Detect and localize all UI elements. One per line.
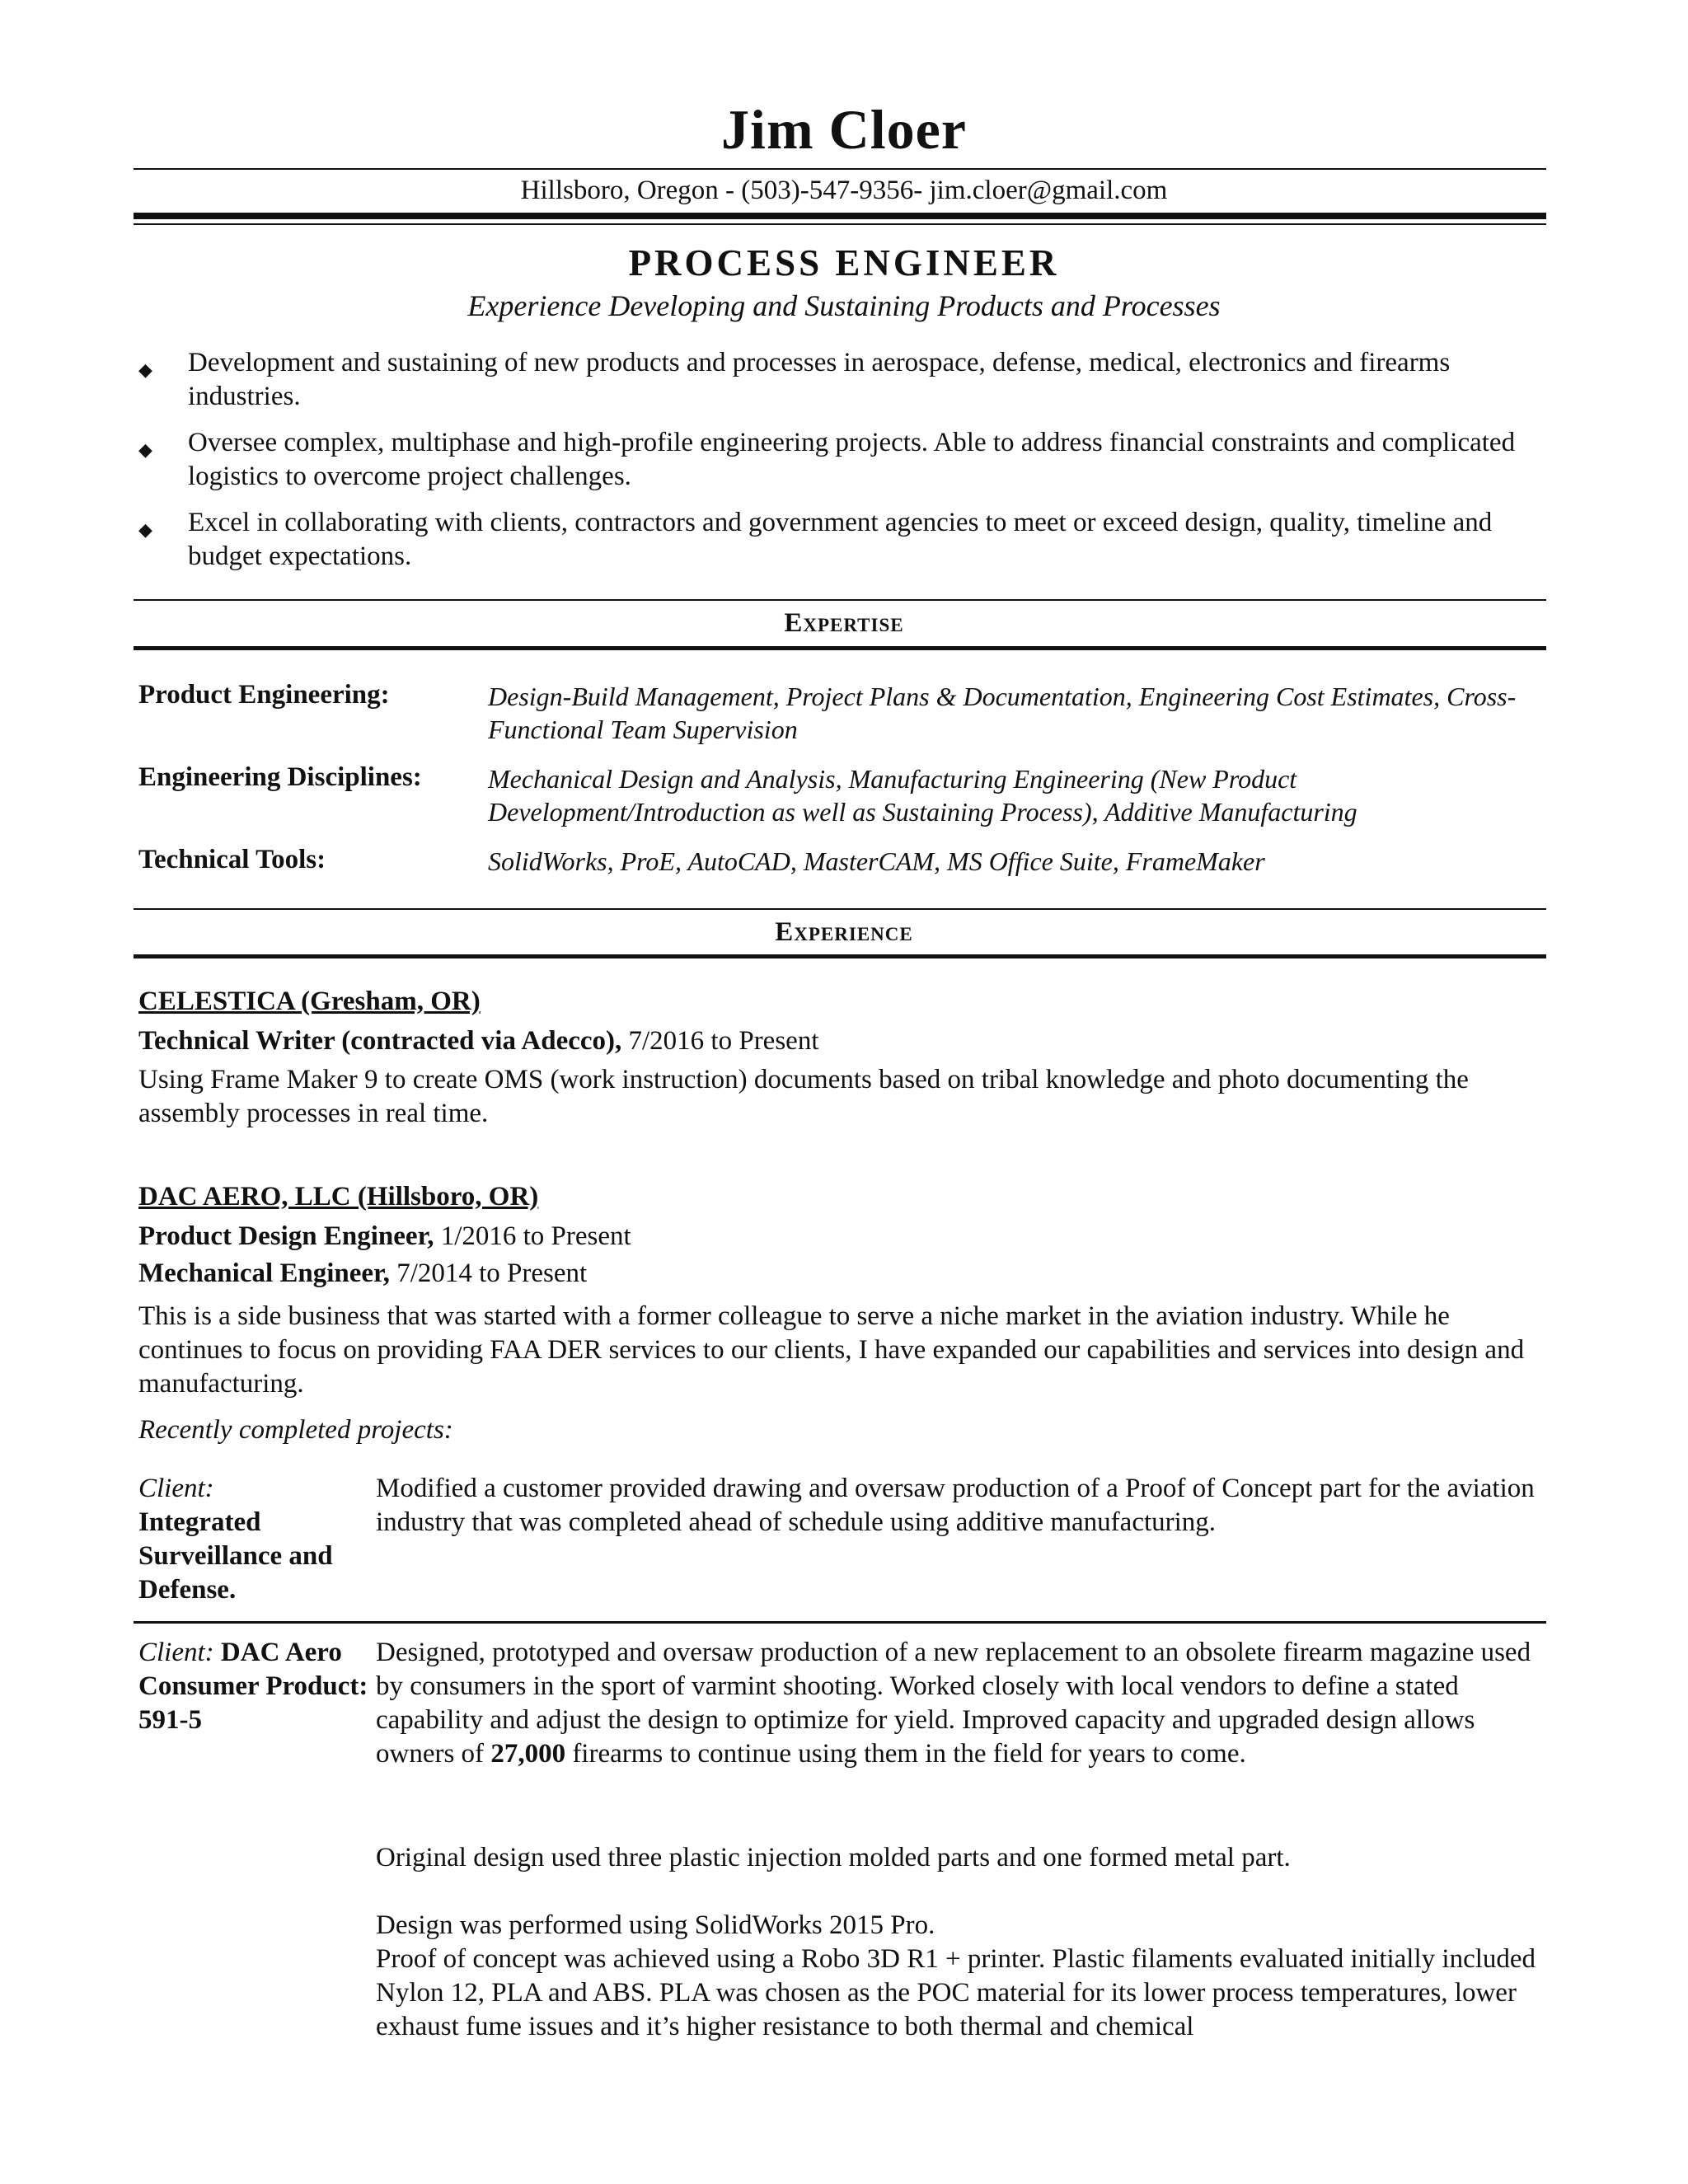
list-item: ◆ Excel in collaborating with clients, contractors and government agencies to meet or exceed design, quality, timeline and budget expectations. [138,508,1493,571]
header-rule-thick [134,213,1546,219]
projects-label: Recently completed projects: [138,1415,453,1445]
job-dates: 1/2016 to Present [434,1221,631,1251]
experience-rule-top [134,908,1546,910]
job-title: Technical Writer (contracted via Adecco), [138,1026,622,1056]
header-rule-thin-lower [134,223,1546,225]
job-description: This is a side business that was started with a former colleague to serve a niche market in the aviation industry. While he continues to focus on providing FAA DER services to our clients, I have expanded our capabilities and services into design and manufacturing. [138,1301,1525,1399]
job-title-line [138,1258,587,1289]
job-description: Using Frame Maker 9 to create OMS (work instruction) documents based on tribal knowledge and photo documenting the assembly processes in real time. [138,1065,1469,1128]
client-label: Client: [138,1474,214,1503]
project-note: Proof of concept was achieved using a Robo 3D R1 + printer. Plastic filaments evaluated initially included Nylon 12, PLA and ABS. PLA was chosen as the POC material for its lower process temperatures, lower exhaust fume issues and it’s higher resistance to both thermal and chemical [376,1944,1536,2041]
profile-bullets [134,346,1546,586]
diamond-bullet-icon: ◆ [138,519,152,540]
project-description: Modified a customer provided drawing and oversaw production of a Proof of Concept part for the aviation industry that was completed ahead of schedule using additive manufacturing. [376,1474,1535,1537]
client-name: DAC Aero Consumer Product: 591-5 [138,1638,368,1735]
job-dates: 7/2016 to Present [621,1026,819,1056]
header-rule-thin [134,168,1546,170]
expertise-rule-bottom [134,646,1546,650]
job-title-line [138,1221,631,1252]
profile-subtitle: Experience Developing and Sustaining Products and Processes [467,289,1221,322]
project-note: Original design used three plastic injection molded parts and one formed metal part. [376,1843,1291,1872]
project-divider [134,1621,1546,1624]
diamond-bullet-icon: ◆ [138,359,152,380]
expertise-value: SolidWorks, ProE, AutoCAD, MasterCAM, MS Office Suite, FrameMaker [488,846,1265,876]
expertise-label: Engineering Disciplines: [138,762,422,792]
expertise-heading: Expertise [784,608,904,638]
company-name: CELESTICA (Gresham, OR) [138,987,481,1016]
job-title: Product Design Engineer, [138,1221,434,1251]
job-title-line [138,1026,818,1057]
project-client [138,1472,369,1607]
job-title: Mechanical Engineer, [138,1258,390,1288]
profile-title: PROCESS ENGINEER [628,242,1060,284]
project-description: Designed, prototyped and oversaw production of a new replacement to an obsolete firearm magazine used by consumers in the sport of varmint shooting. Worked closely with local vendors to define a stated capability and adjust the design to optimize for yield. Improved capacity and upgraded design allows owners of 27,000 firearms to continue using them in the field for years to come. [376,1638,1531,1769]
diamond-bullet-icon: ◆ [138,439,152,460]
job-dates: 7/2014 to Present [389,1258,588,1288]
expertise-value: Mechanical Design and Analysis, Manufacturing Engineering (New Product Development/Introduction as well as Sustaining Process), Additive Manufacturing [488,764,1357,827]
project-client [138,1636,369,1737]
client-name: Integrated Surveillance and Defense. [138,1507,333,1605]
expertise-value: Design-Build Management, Project Plans & Documentation, Engineering Cost Estimates, Cross-Functional Team Supervision [488,682,1517,744]
client-label: Client: [138,1638,214,1667]
list-item: ◆ Oversee complex, multiphase and high-profile engineering projects. Able to address financial constraints and complicated logistics to overcome project challenges. [138,428,1516,491]
project-note: Design was performed using SolidWorks 2015 Pro. [376,1910,935,1940]
contact-line: Hillsboro, Oregon - (503)-547-9356- jim.cloer@gmail.com [520,176,1168,205]
expertise-label: Product Engineering: [138,680,390,710]
experience-rule-bottom [134,954,1546,958]
list-item: ◆ Development and sustaining of new products and processes in aerospace, defense, medical, electronics and firearms industries. [138,348,1451,411]
company-name: DAC AERO, LLC (Hillsboro, OR) [138,1182,539,1212]
expertise-label: Technical Tools: [138,845,326,874]
firearm-count: 27,000 [490,1739,566,1769]
expertise-rule-top [134,599,1546,601]
candidate-name: Jim Cloer [721,98,967,161]
experience-heading: Experience [775,917,913,947]
